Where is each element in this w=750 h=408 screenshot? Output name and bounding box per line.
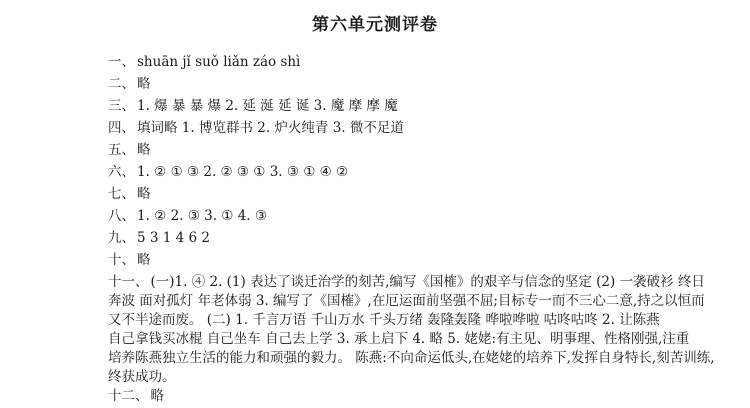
answer-line-8 (108, 208, 730, 225)
answer-text: 1. ② ① ③ 2. ② ③ ① 3. ③ ① ④ ② (137, 164, 349, 180)
answer-line-11 (108, 274, 730, 291)
answer-line-9 (108, 230, 730, 247)
answer-text: 略 (137, 186, 151, 202)
answer-line-6 (108, 164, 730, 181)
answer-text: shuān jǐ suǒ liǎn záo shì (137, 54, 301, 70)
question-number: 十、 (108, 252, 135, 268)
answer-text: (一)1. ④ 2. (1) 表达了谈迁治学的刻苦,编写《国榷》的艰辛与信念的坚定 (2) 一袭破衫 终日 (150, 274, 705, 290)
answer-text: 终获成功。 (108, 369, 176, 385)
answer-line-16 (108, 369, 730, 386)
question-number: 八、 (108, 208, 135, 224)
question-number: 六、 (108, 164, 135, 180)
answer-text: 5 3 1 4 6 2 (137, 230, 210, 246)
answer-line-7 (108, 186, 730, 203)
answer-line-14 (108, 331, 730, 348)
answer-text: 填词略 1. 博览群书 2. 炉火纯青 3. 微不足道 (137, 120, 404, 136)
question-number: 四、 (108, 120, 135, 136)
question-number: 五、 (108, 142, 135, 158)
answer-text: 培养陈燕独立生活的能力和顽强的毅力。 陈燕:不向命运低头,在姥姥的培养下,发挥自身特长,刻苦训练, (108, 350, 715, 366)
answer-line-1 (108, 54, 730, 71)
answer-text: 略 (137, 76, 151, 92)
answer-text: 略 (137, 142, 151, 158)
answer-text: 自己拿钱买冰棍 自己坐车 自己去上学 3. 承上启下 4. 略 5. 姥姥:有主见、明事理、性格刚强,注重 (108, 331, 690, 347)
answer-line-10 (108, 252, 730, 269)
answer-text: 奔波 面对孤灯 年老体弱 3. 编写了《国榷》,在厄运面前坚强不屈;目标专一而不三心二意,持之以恒而 (108, 293, 705, 309)
answer-text: 略 (137, 252, 151, 268)
answer-line-4 (108, 120, 730, 137)
answer-text: 略 (150, 388, 164, 404)
page-title: 第六单元测评卷 (312, 15, 438, 35)
question-number: 十二、 (108, 388, 149, 404)
answer-text: 1. ② 2. ③ 3. ① 4. ③ (137, 208, 267, 224)
answer-line-12 (108, 293, 730, 310)
answer-line-5 (108, 142, 730, 159)
question-number: 七、 (108, 186, 135, 202)
answer-line-2 (108, 76, 730, 93)
question-number: 十一、 (108, 274, 149, 290)
answer-line-13 (108, 312, 730, 329)
answer-line-3 (108, 98, 730, 115)
question-number: 三、 (108, 98, 135, 114)
answer-text: 1. 爆 暴 暴 爆 2. 延 涎 延 诞 3. 魔 摩 摩 魔 (137, 98, 398, 114)
answer-text: 又不半途而废。 (二) 1. 千言万语 千山万水 千头万绪 轰隆轰隆 哗啦哗啦 咕咚咕咚 2. 让陈燕 (108, 312, 660, 328)
answer-line-15 (108, 350, 730, 367)
question-number: 二、 (108, 76, 135, 92)
answer-line-17 (108, 388, 730, 405)
question-number: 九、 (108, 230, 135, 246)
question-number: 一、 (108, 54, 135, 70)
